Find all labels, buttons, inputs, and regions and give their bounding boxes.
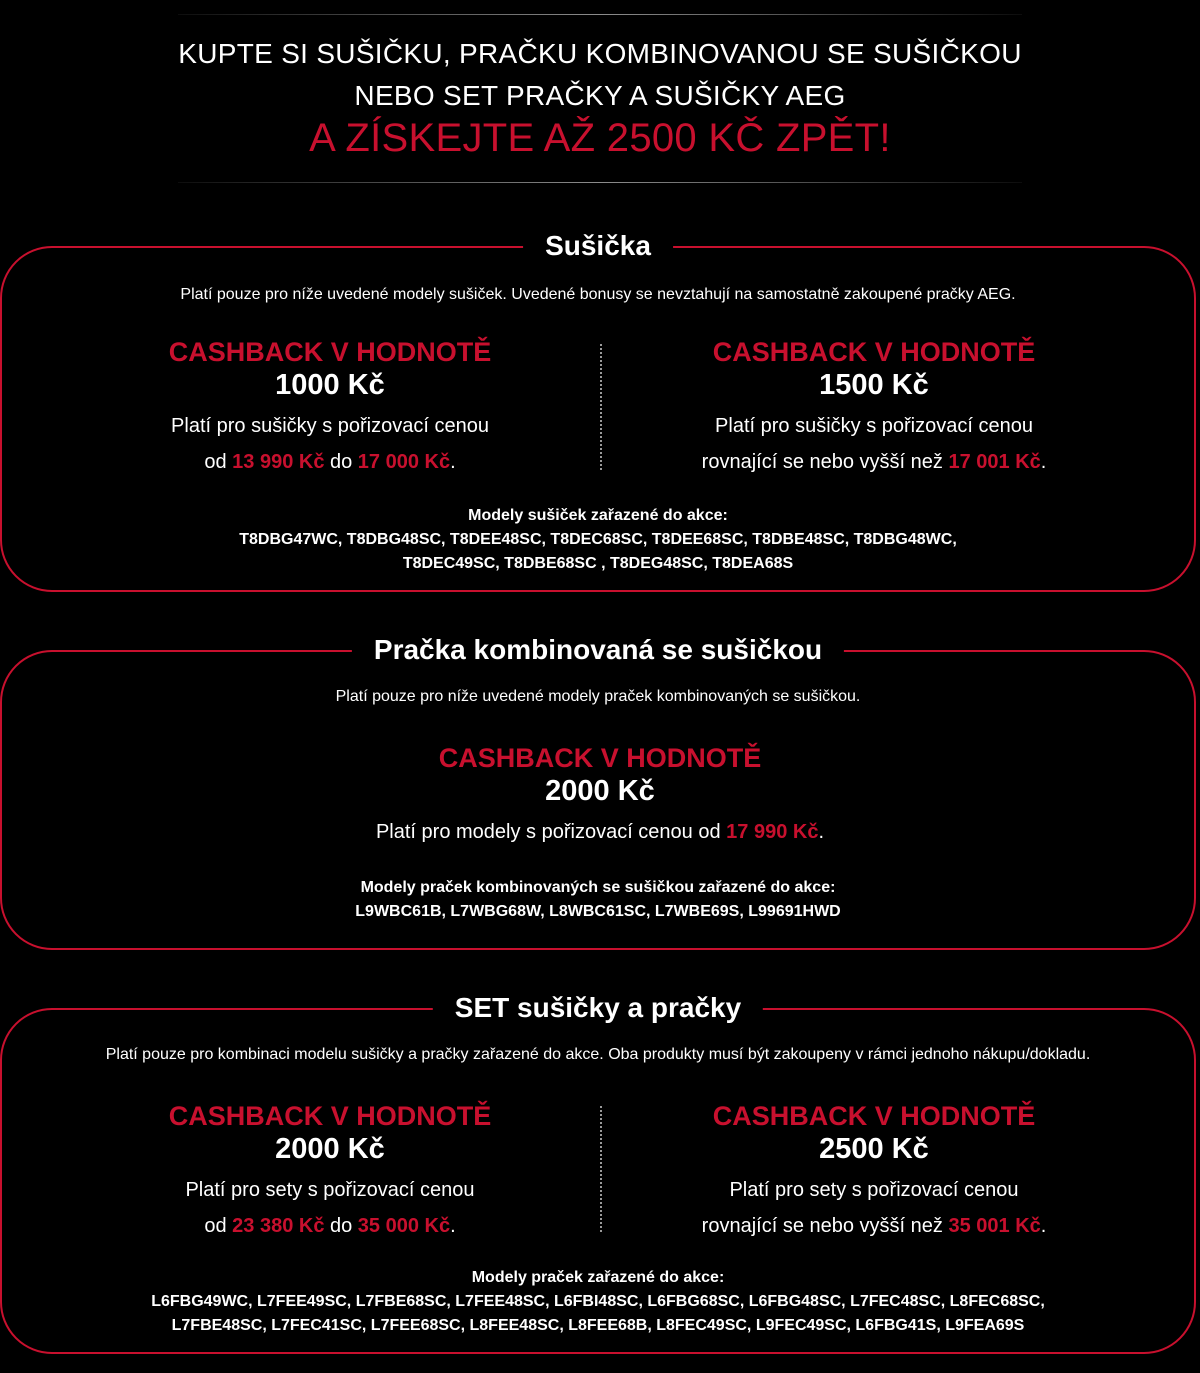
cashback-desc-line1: Platí pro sušičky s pořizovací cenou — [171, 415, 489, 437]
desc-mid: do — [324, 451, 358, 473]
header-bottom-divider — [178, 182, 1022, 183]
cashback-desc-line1: Platí pro sety s pořizovací cenou — [729, 1179, 1019, 1201]
cashback-desc-line2 — [102, 444, 558, 480]
header-headline: A ZÍSKEJTE AŽ 2500 KČ ZPĚT! — [309, 116, 891, 160]
cashback-desc-line2 — [646, 444, 1102, 480]
washer-dryer-models-list — [2, 876, 1194, 924]
desc-prefix: od — [204, 1215, 233, 1237]
desc-end: . — [450, 451, 456, 473]
desc-prefix: rovnající se nebo vyšší než — [701, 451, 949, 473]
models-line: T8DEC49SC, T8DBE68SC , T8DEG48SC, T8DEA68S — [402, 555, 794, 572]
cashback-washer-dryer-2000 — [202, 742, 998, 850]
desc-end: . — [1040, 451, 1047, 473]
cashback-desc-line2 — [102, 1208, 558, 1244]
cashback-value: 2500 Kč — [819, 1133, 929, 1165]
cashback-label: CASHBACK V HODNOTĚ — [168, 337, 492, 367]
desc-mid: do — [324, 1215, 358, 1237]
section-dryer — [0, 230, 1196, 592]
price-to: 35 000 Kč — [357, 1215, 451, 1237]
cashback-label: CASHBACK V HODNOTĚ — [438, 743, 762, 773]
cashback-description — [646, 408, 1102, 480]
column-divider — [600, 1106, 602, 1232]
cashback-label: CASHBACK V HODNOTĚ — [168, 1101, 492, 1131]
column-divider — [600, 344, 602, 470]
models-line: T8DBG47WC, T8DBG48SC, T8DEE48SC, T8DEC68SC, T8DEE68SC, T8DBE48SC, T8DBG48WC, — [239, 531, 957, 548]
price-to: 17 000 Kč — [357, 451, 451, 473]
set-models-list — [2, 1266, 1194, 1338]
cashback-description — [202, 814, 998, 850]
models-title: Modely praček zařazené do akce: — [471, 1269, 725, 1286]
cashback-description — [102, 1172, 558, 1244]
models-line: L6FBG49WC, L7FEE49SC, L7FBE68SC, L7FEE48SC, L6FBI48SC, L6FBG68SC, L6FBG48SC, L7FEC48SC, L8FEC68SC, — [151, 1293, 1045, 1310]
cashback-set-2500 — [646, 1100, 1102, 1244]
models-line: L7FBE48SC, L7FEC41SC, L7FEE68SC, L8FEE48SC, L8FEE68B, L8FEC49SC, L9FEC49SC, L6FBG41S, L9FEA69S — [171, 1317, 1025, 1334]
cashback-value: 2000 Kč — [275, 1133, 385, 1165]
cashback-value: 1500 Kč — [819, 369, 929, 401]
cashback-desc-line2 — [646, 1208, 1102, 1244]
header-line-1: KUPTE SI SUŠIČKU, PRAČKU KOMBINOVANOU SE SUŠIČKOU — [178, 38, 1022, 69]
price-from: 23 380 Kč — [232, 1215, 325, 1237]
cashback-value: 2000 Kč — [545, 775, 655, 807]
desc-end: . — [450, 1215, 456, 1237]
cashback-desc-line1: Platí pro sety s pořizovací cenou — [185, 1179, 475, 1201]
models-title: Modely sušiček zařazené do akce: — [468, 507, 728, 524]
cashback-label: CASHBACK V HODNOTĚ — [712, 337, 1036, 367]
cashback-description — [102, 408, 558, 480]
desc-end: . — [818, 821, 825, 843]
desc-prefix: rovnající se nebo vyšší než — [701, 1215, 949, 1237]
section-washer-dryer-subtitle: Platí pouze pro níže uvedené modely praček kombinovaných se sušičkou. — [335, 688, 861, 705]
section-set-subtitle: Platí pouze pro kombinaci modelu sušičky a pračky zařazené do akce. Oba produkty musí být zakoupeny v rámci jednoho nákupu/dokladu. — [105, 1046, 1091, 1063]
dryer-models-list — [2, 504, 1194, 576]
section-set — [0, 992, 1196, 1354]
price-min: 35 001 Kč — [948, 1215, 1041, 1237]
cashback-set-2000 — [102, 1100, 558, 1244]
section-dryer-subtitle: Platí pouze pro níže uvedené modely sušiček. Uvedené bonusy se nevztahují na samostatně zakoupené pračky AEG. — [180, 286, 1016, 303]
cashback-dryer-1000 — [102, 336, 558, 480]
price-from: 13 990 Kč — [232, 451, 325, 473]
models-title: Modely praček kombinovaných se sušičkou zařazené do akce: — [360, 879, 836, 896]
section-set-title: SET sušičky a pračky — [433, 988, 763, 1028]
price-min: 17 001 Kč — [948, 451, 1041, 473]
header-top-divider — [178, 14, 1022, 15]
header-line-2: NEBO SET PRAČKY A SUŠIČKY AEG — [354, 80, 846, 111]
section-washer-dryer — [0, 634, 1196, 950]
cashback-dryer-1500 — [646, 336, 1102, 480]
section-dryer-title: Sušička — [523, 226, 673, 266]
desc-prefix: Platí pro modely s pořizovací cenou od — [375, 821, 727, 843]
promo-header — [0, 0, 1200, 200]
desc-prefix: od — [204, 451, 233, 473]
desc-end: . — [1040, 1215, 1047, 1237]
section-washer-dryer-title: Pračka kombinovaná se sušičkou — [352, 630, 844, 670]
price-from: 17 990 Kč — [726, 821, 819, 843]
cashback-description — [646, 1172, 1102, 1244]
cashback-desc-line1: Platí pro sušičky s pořizovací cenou — [715, 415, 1033, 437]
models-line: L9WBC61B, L7WBG68W, L8WBC61SC, L7WBE69S, L99691HWD — [355, 903, 841, 920]
cashback-label: CASHBACK V HODNOTĚ — [712, 1101, 1036, 1131]
cashback-value: 1000 Kč — [275, 369, 385, 401]
